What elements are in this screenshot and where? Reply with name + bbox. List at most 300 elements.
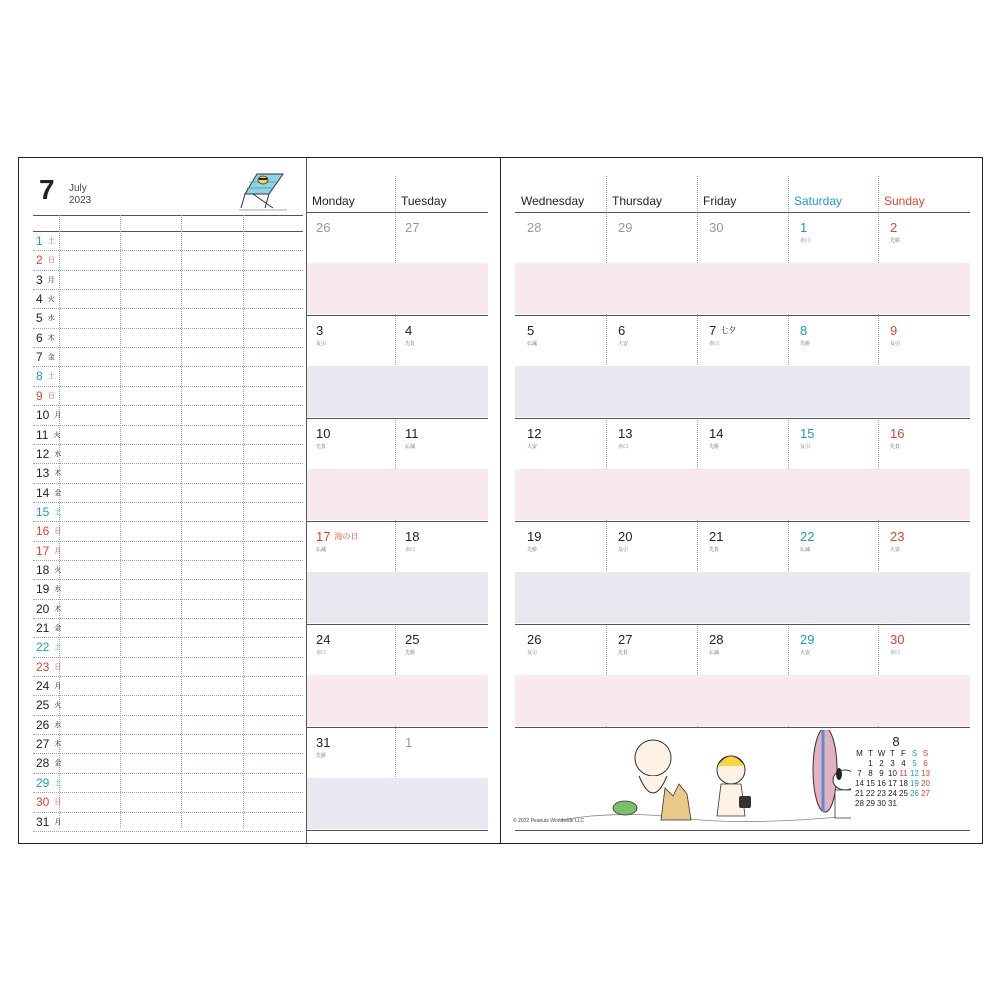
daily-row-day: 24 [36,679,50,694]
daily-row-rule [33,502,303,503]
daily-row-rule [33,599,303,600]
daily-row-label [36,368,55,384]
week-bottom-rule [515,315,970,316]
daily-row-weekday: 火 [54,702,62,710]
day-cell-number [709,220,723,236]
daily-row-day: 26 [36,717,50,732]
day-cell-number [890,529,904,545]
day-cell-number [618,529,632,545]
daily-row-day: 11 [36,427,49,442]
mini-calendar-week-row [854,759,931,769]
rokuyo-label: 先負 [618,650,629,656]
left-page [18,157,501,844]
week-bottom-rule [515,418,970,419]
daily-row-day: 10 [36,408,50,423]
daily-row-rule [33,328,303,329]
mini-calendar-day: 30 [877,799,886,808]
day-cell-number [405,220,419,236]
day-cell-number [800,220,807,236]
daily-row-weekday: 土 [54,644,62,652]
daily-row-weekday: 火 [54,566,62,574]
daily-row-label [36,755,61,771]
daily-row-label [36,233,55,249]
daily-row-rule [33,715,303,716]
daily-row-rule [33,386,303,387]
daily-row-label [36,543,61,559]
day-cell-number [316,632,330,648]
day-cell-number [618,220,632,236]
mini-calendar-day: 6 [923,759,928,768]
right-page [500,157,983,844]
mini-calendar-day: 13 [921,769,930,778]
day-cell-number [800,323,807,339]
day-cell-number [527,323,534,339]
mini-calendar-day: 24 [888,789,897,798]
day-number: 7 [709,323,717,338]
day-cell-number [890,426,904,442]
day-number: 13 [618,426,633,441]
mini-calendar-day: 10 [888,769,897,778]
daily-row-label [36,272,55,288]
daily-row-weekday: 月 [47,276,55,284]
rokuyo-label: 友引 [527,650,538,656]
daily-row-day: 5 [36,311,43,326]
mini-calendar-month: 8 [892,734,900,749]
daily-row-weekday: 土 [47,238,55,245]
day-number: 15 [800,426,815,441]
mini-calendar-weekday: S [911,749,918,758]
daily-row-weekday: 日 [54,528,62,536]
daily-row-rule [33,483,303,484]
week-bottom-rule [306,418,488,419]
daily-row-weekday: 金 [54,489,62,497]
daily-row-label [36,717,61,733]
day-cell-number [709,426,723,442]
daily-row-weekday: 土 [54,779,62,787]
day-cell-number [800,632,814,648]
mini-calendar-weekday: T [868,749,873,758]
weekday-header: Saturday [794,194,843,208]
mini-calendar-weekday: M [856,749,863,758]
daily-row-weekday: 日 [47,392,55,400]
daily-row-weekday: 土 [54,508,62,516]
day-cell-number [800,426,814,442]
day-cell-number [890,632,904,648]
grid-top-rule [515,212,970,213]
daily-row-label [36,446,61,462]
daily-row-weekday: 月 [54,547,62,555]
daily-row-weekday: 土 [47,373,55,381]
week-memo-band [515,366,970,417]
daily-row-rule [33,695,303,696]
day-cell-number [405,735,412,751]
week-memo-band [306,263,488,314]
rokuyo-label: 赤口 [800,238,811,244]
rokuyo-label: 友引 [316,341,327,347]
day-number: 28 [527,220,542,235]
day-number: 26 [527,632,542,647]
rokuyo-label: 友引 [890,341,901,347]
day-number: 2 [890,220,898,235]
daily-row-label [36,736,61,752]
rokuyo-label: 大安 [800,650,811,656]
day-number: 21 [709,529,724,544]
daily-row-rule [33,289,303,290]
mini-calendar-day: 23 [877,789,886,798]
week-memo-band [515,675,970,726]
mini-calendar-day: 11 [899,769,908,778]
day-cell-number [405,632,419,648]
grid-top-rule [306,212,488,213]
day-cell-number [890,220,897,236]
daily-row-label [36,775,61,791]
day-cell-number [316,426,330,442]
daily-row-weekday: 火 [47,296,55,304]
day-cell-number [800,529,814,545]
daily-row-weekday: 日 [54,663,62,671]
day-cell-number [405,323,412,339]
daily-row-day: 23 [36,659,50,674]
daily-row-day: 2 [36,253,43,268]
daily-row-label [36,291,55,307]
day-cell-number [316,529,358,545]
mini-calendar-day: 5 [912,759,917,768]
daily-row-rule [33,366,303,367]
daily-row-weekday: 金 [47,354,55,362]
daily-row-weekday: 金 [54,625,62,632]
daily-row-weekday: 月 [54,818,62,826]
daily-row-weekday: 金 [54,760,62,768]
daily-row-day: 4 [36,292,43,307]
daily-row-rule [33,347,303,348]
daily-row-label [36,465,61,481]
daily-row-rule [33,831,303,832]
daily-row-weekday: 月 [54,412,62,420]
day-number: 30 [709,220,724,235]
mini-calendar-day: 20 [921,779,930,788]
weekday-header: Sunday [884,194,925,208]
mini-calendar-day: 7 [857,769,862,778]
month-number: 7 [39,174,55,205]
mini-calendar-week-row [854,789,931,799]
day-cell-number [709,632,723,648]
week-memo-band [306,778,488,829]
day-cell-number [527,632,541,648]
daily-row-label [36,601,61,617]
mini-calendar-day: 21 [855,789,864,798]
daily-row-rule [33,308,303,309]
daily-row-day: 27 [36,737,50,752]
day-number: 5 [527,323,535,338]
daily-row-label [36,388,55,404]
weekday-header: Wednesday [521,194,585,208]
rokuyo-label: 仏滅 [405,444,416,450]
daily-row-label [36,504,61,520]
mini-calendar-day: 12 [910,769,919,778]
day-cell-number [527,220,541,236]
rokuyo-label: 仏滅 [316,547,327,553]
weekday-header: Tuesday [401,194,447,208]
daily-row-weekday: 水 [47,315,55,323]
day-number: 3 [316,323,324,338]
mini-calendar-day [920,799,931,809]
mini-calendar-day [909,799,920,809]
daily-row-day: 22 [36,640,50,655]
rokuyo-label: 赤口 [405,547,416,553]
rokuyo-label: 赤口 [618,444,629,450]
daily-row-rule [33,270,303,271]
daily-row-weekday: 月 [54,683,62,691]
week-memo-band [515,572,970,623]
daily-row-day: 13 [36,466,50,481]
rokuyo-label: 先負 [316,444,327,450]
daily-row-day: 15 [36,504,50,519]
week-memo-band [306,469,488,520]
daily-row-day: 16 [36,524,50,539]
daily-row-label [36,697,61,713]
mini-calendar-day: 3 [890,759,895,768]
mini-calendar-week-row [854,799,931,809]
rokuyo-label: 赤口 [709,341,720,347]
daily-row-day: 20 [36,601,50,616]
week-memo-band [306,675,488,726]
list-top-rule [33,215,303,216]
day-cell-number [890,323,897,339]
daily-row-label [36,581,61,597]
mini-calendar-day: 2 [879,759,884,768]
daily-row-label [36,252,55,268]
mini-calendar-day: 22 [866,789,875,798]
rokuyo-label: 仏滅 [709,650,720,656]
day-number: 8 [800,323,808,338]
rokuyo-label: 大安 [527,444,538,450]
day-cell-number [527,529,541,545]
day-cell-number [618,426,632,442]
daily-row-day: 3 [36,272,43,287]
rokuyo-label: 先勝 [709,444,720,450]
holiday-name: 七夕 [720,326,737,335]
daily-row-label [36,330,55,346]
mini-calendar-day: 14 [855,779,864,788]
day-number: 28 [709,632,724,647]
day-cell-number [316,323,323,339]
weekday-header: Friday [703,194,737,208]
mini-calendar-day: 28 [855,799,864,808]
day-number: 25 [405,632,420,647]
daily-row-rule [33,792,303,793]
week-bottom-rule [306,315,488,316]
daily-row-day: 12 [36,446,50,461]
daily-row-rule [33,812,303,813]
daily-row-day: 19 [36,582,50,597]
daily-row-day: 30 [36,795,50,810]
daily-row-day: 31 [36,814,50,829]
woodstock-deckchair-illustration [239,172,289,212]
rokuyo-label: 先勝 [890,238,901,244]
week-bottom-rule [515,624,970,625]
peanuts-beach-illustration [561,730,851,830]
daily-row-day: 1 [36,234,43,248]
holiday-name: 海の日 [334,532,359,541]
week-bottom-rule [306,727,488,728]
week-memo-band [306,572,488,623]
list-header-rule [33,231,303,232]
rokuyo-label: 赤口 [316,650,327,656]
day-number: 31 [316,735,331,750]
day-number: 9 [890,323,898,338]
day-number: 16 [890,426,905,441]
daily-row-day: 8 [36,369,43,384]
week-bottom-rule [306,624,488,625]
day-number: 17 [316,529,331,544]
rokuyo-label: 友引 [800,444,811,450]
daily-row-weekday: 水 [54,586,62,594]
week-bottom-rule [306,521,488,522]
daily-row-rule [33,425,303,426]
mini-calendar-day [898,799,909,809]
daily-row-day: 6 [36,330,43,345]
daily-row-rule [33,657,303,658]
daily-row-rule [33,637,303,638]
daily-row-day: 29 [36,775,50,790]
mini-calendar-day: 9 [879,769,884,778]
mini-calendar-day: 27 [921,789,930,798]
day-number: 14 [709,426,724,441]
daily-row-label [36,407,61,423]
mini-calendar-day: 15 [866,779,875,788]
left-grid-divider [306,158,307,843]
rokuyo-label: 先負 [890,444,901,450]
mini-calendar-table [854,749,931,809]
day-number: 10 [316,426,331,441]
daily-row-label [36,814,61,830]
week-memo-band [515,469,970,520]
daily-row-rule [33,521,303,522]
daily-row-day: 21 [36,621,50,635]
copyright-text: © 2022 Peanuts Worldwide LLC [513,818,585,824]
day-number: 1 [800,220,808,235]
rokuyo-label: 大安 [890,547,901,553]
mini-calendar-weekday: S [922,749,929,758]
day-cell-number [618,632,632,648]
daily-row-rule [33,753,303,754]
rokuyo-label: 仏滅 [800,547,811,553]
daily-row-label [36,310,55,326]
mini-calendar-header-row [854,749,931,759]
daily-row-rule [33,560,303,561]
mini-calendar-weekday: T [890,749,895,758]
daily-row-rule [33,405,303,406]
rokuyo-label: 先勝 [405,650,416,656]
daily-row-label [36,639,61,655]
day-number: 22 [800,529,815,544]
daily-row-weekday: 木 [47,334,55,342]
week-bottom-rule [515,521,970,522]
daily-row-rule [33,734,303,735]
mini-calendar-week-row [854,769,931,779]
day-number: 11 [405,426,419,441]
daily-row-label [36,659,61,675]
daily-row-label [36,523,61,539]
day-cell-number [618,323,625,339]
rokuyo-label: 仏滅 [527,341,538,347]
week-memo-band [306,366,488,417]
daily-row-day: 28 [36,756,50,771]
day-cell-number [316,220,330,236]
mini-calendar-day: 29 [866,799,875,808]
day-cell-number [405,426,419,442]
rokuyo-label: 先勝 [800,341,811,347]
day-number: 19 [527,529,542,544]
day-number: 12 [527,426,542,441]
day-cell-number [709,529,723,545]
mini-calendar-day: 16 [877,779,886,788]
daily-row-weekday: 水 [54,450,62,458]
mini-calendar-weekday: F [901,749,906,758]
week-memo-band [515,263,970,314]
day-cell-number [527,426,541,442]
mini-calendar-august [854,734,938,809]
day-cell-number [709,323,736,339]
day-number: 18 [405,529,420,544]
day-number: 27 [618,632,633,647]
week-bottom-rule [515,830,970,831]
day-number: 1 [405,735,413,750]
daily-row-label [36,620,61,636]
rokuyo-label: 大安 [618,341,629,347]
daily-row-day: 14 [36,485,50,500]
daily-row-label [36,562,61,578]
mini-calendar-week-row [854,779,931,789]
mini-calendar-day: 4 [901,759,906,768]
daily-row-weekday: 日 [54,799,62,807]
weekday-header: Thursday [612,194,663,208]
rokuyo-label: 先勝 [316,753,327,759]
daily-row-weekday: 木 [54,741,62,749]
day-number: 29 [618,220,633,235]
mini-calendar-day: 31 [888,799,897,808]
mini-calendar-day: 1 [868,759,873,768]
daily-row-rule [33,463,303,464]
rokuyo-label: 友引 [618,547,629,553]
daily-row-day: 17 [36,543,50,558]
daily-row-weekday: 日 [47,257,55,265]
day-number: 30 [890,632,905,647]
mini-calendar-day: 25 [899,789,908,798]
daily-row-rule [33,250,303,251]
daily-row-weekday: 水 [54,721,62,729]
daily-row-label [36,349,55,365]
rokuyo-label: 先負 [709,547,720,553]
day-number: 6 [618,323,626,338]
day-number: 29 [800,632,815,647]
day-number: 26 [316,220,331,235]
mini-calendar-weekday: W [877,749,886,758]
mini-calendar-day: 17 [888,779,897,788]
daily-row-day: 9 [36,388,43,403]
daily-row-rule [33,541,303,542]
mini-calendar-day: 18 [899,779,908,788]
daily-row-rule [33,579,303,580]
mini-calendar-day: 19 [910,779,919,788]
daily-row-label [36,794,61,810]
day-number: 27 [405,220,420,235]
month-name: July [69,183,87,194]
mini-calendar-day: 26 [910,789,919,798]
mini-calendar-day: 8 [868,769,873,778]
day-number: 20 [618,529,633,544]
daily-row-day: 25 [36,698,50,713]
